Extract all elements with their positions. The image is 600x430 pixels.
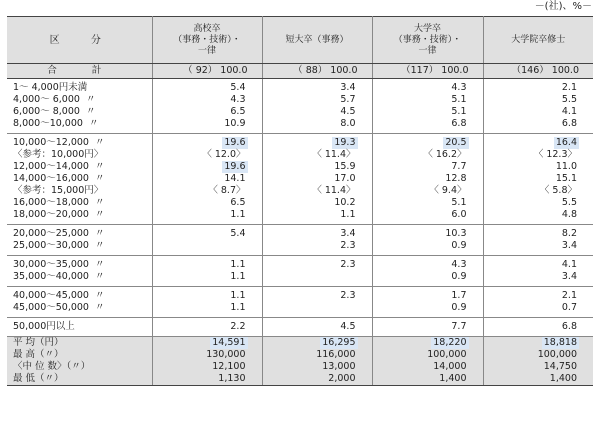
table-header-row bbox=[7, 17, 593, 64]
cell-text: 5.5 bbox=[561, 197, 577, 208]
cell-text: 13,000 bbox=[322, 361, 356, 372]
stat-value bbox=[483, 361, 593, 373]
cell-text: 4.3 bbox=[451, 259, 467, 270]
stat-value bbox=[372, 373, 483, 386]
cell-value bbox=[152, 118, 262, 134]
stat-row bbox=[7, 349, 593, 361]
cell-value bbox=[372, 185, 483, 197]
unit-note: －(社)、%－ bbox=[534, 1, 592, 12]
row-label: 〈参考：15,000円〉 bbox=[7, 185, 152, 197]
cell-value bbox=[372, 209, 483, 225]
cell-value bbox=[262, 197, 372, 209]
cell-text: 4.8 bbox=[561, 209, 577, 220]
cell-value bbox=[262, 271, 372, 287]
stat-value bbox=[483, 349, 593, 361]
cell-value bbox=[152, 271, 262, 287]
cell-text: 3.4 bbox=[340, 82, 356, 93]
cell-text: 3.4 bbox=[561, 240, 577, 251]
total-row bbox=[7, 64, 593, 79]
cell-text: 10.3 bbox=[445, 228, 467, 239]
stat-value bbox=[483, 373, 593, 386]
salary-increase-table bbox=[7, 16, 593, 386]
cell-text: 14,750 bbox=[543, 361, 577, 372]
cell-value bbox=[152, 149, 262, 161]
cell-text: 0.9 bbox=[451, 271, 467, 282]
stat-value bbox=[262, 361, 372, 373]
cell-value bbox=[372, 302, 483, 318]
cell-text: 2.1 bbox=[561, 290, 577, 301]
cell-text: 4.3 bbox=[230, 94, 246, 105]
cell-text: 6.0 bbox=[451, 209, 467, 220]
cell-text: 1,400 bbox=[439, 373, 467, 384]
cell-value bbox=[372, 161, 483, 173]
cell-text: 18,220 bbox=[433, 337, 467, 348]
cell-text: 4.3 bbox=[451, 82, 467, 93]
cell-text: 19.6 bbox=[224, 137, 246, 148]
cell-text: 〈 12.0〉 bbox=[202, 149, 246, 160]
cell-value bbox=[152, 185, 262, 197]
cell-value bbox=[262, 94, 372, 106]
cell-text: 1.7 bbox=[451, 290, 467, 301]
row-label: 50,000円以上 bbox=[7, 318, 152, 337]
cell-value bbox=[483, 118, 593, 134]
cell-value bbox=[262, 302, 372, 318]
cell-value bbox=[483, 94, 593, 106]
cell-value bbox=[262, 287, 372, 303]
cell-text: 〈 16.2〉 bbox=[423, 149, 467, 160]
cell-text: 4.5 bbox=[340, 106, 356, 117]
cell-text: 2.1 bbox=[561, 82, 577, 93]
cell-value bbox=[152, 209, 262, 225]
cell-value bbox=[483, 240, 593, 256]
cell-value bbox=[372, 149, 483, 161]
stat-value bbox=[372, 361, 483, 373]
cell-text: 7.7 bbox=[451, 161, 467, 172]
stat-label: 最 高（〃） bbox=[7, 349, 152, 361]
cell-text: 12,100 bbox=[212, 361, 246, 372]
cell-text: 8.2 bbox=[561, 228, 577, 239]
cell-text: 12.8 bbox=[445, 173, 467, 184]
table-row bbox=[7, 271, 593, 287]
total-value: （ 92） 100.0 bbox=[152, 64, 262, 79]
stat-value bbox=[152, 337, 262, 350]
cell-value bbox=[262, 106, 372, 118]
cell-value bbox=[152, 287, 262, 303]
total-value: （ 88） 100.0 bbox=[262, 64, 372, 79]
cell-text: 3.4 bbox=[340, 228, 356, 239]
cell-text: 18,818 bbox=[543, 337, 577, 348]
cell-value bbox=[372, 256, 483, 272]
cell-value bbox=[483, 149, 593, 161]
cell-text: 1.1 bbox=[230, 302, 246, 313]
cell-value bbox=[152, 79, 262, 95]
cell-value bbox=[372, 318, 483, 337]
cell-text: 1,400 bbox=[549, 373, 577, 384]
cell-value bbox=[152, 106, 262, 118]
stat-value bbox=[483, 337, 593, 350]
stat-value bbox=[262, 337, 372, 350]
row-label: 25,000～30,000 〃 bbox=[7, 240, 152, 256]
cell-value bbox=[483, 134, 593, 150]
cell-value bbox=[262, 185, 372, 197]
cell-text: 6.8 bbox=[561, 118, 577, 129]
cell-value bbox=[152, 318, 262, 337]
cell-value bbox=[483, 225, 593, 241]
cell-text: 4.1 bbox=[561, 106, 577, 117]
stat-value bbox=[152, 373, 262, 386]
cell-text: 6.5 bbox=[230, 197, 246, 208]
cell-text: 20.5 bbox=[445, 137, 467, 148]
stat-value bbox=[262, 373, 372, 386]
cell-text: 11.0 bbox=[555, 161, 577, 172]
cell-text: 2.2 bbox=[230, 321, 246, 332]
row-label: 〈参考：10,000円〉 bbox=[7, 149, 152, 161]
row-label: 14,000～16,000 〃 bbox=[7, 173, 152, 185]
cell-value bbox=[152, 94, 262, 106]
cell-value bbox=[372, 197, 483, 209]
header-junior-college: 短大卒（事務） bbox=[262, 17, 372, 64]
cell-value bbox=[152, 134, 262, 150]
cell-value bbox=[262, 225, 372, 241]
cell-text: 〈 12.3〉 bbox=[533, 149, 577, 160]
cell-text: 〈 11.4〉 bbox=[312, 149, 356, 160]
table-row bbox=[7, 161, 593, 173]
cell-value bbox=[483, 302, 593, 318]
stat-row bbox=[7, 373, 593, 386]
cell-value bbox=[483, 256, 593, 272]
row-label: 8,000～10,000 〃 bbox=[7, 118, 152, 134]
total-value: （146） 100.0 bbox=[483, 64, 593, 79]
cell-text: 5.4 bbox=[230, 228, 246, 239]
table-row bbox=[7, 287, 593, 303]
cell-text: 2.3 bbox=[340, 290, 356, 301]
cell-value bbox=[372, 79, 483, 95]
stat-value bbox=[372, 349, 483, 361]
cell-value bbox=[483, 209, 593, 225]
row-label: 4,000～ 6,000 〃 bbox=[7, 94, 152, 106]
table-row bbox=[7, 197, 593, 209]
table-row bbox=[7, 118, 593, 134]
cell-text: 19.3 bbox=[334, 137, 356, 148]
stat-value bbox=[152, 349, 262, 361]
cell-value bbox=[262, 240, 372, 256]
total-label: 合 計 bbox=[7, 64, 152, 79]
cell-text: 17.0 bbox=[334, 173, 356, 184]
row-label: 35,000～40,000 〃 bbox=[7, 271, 152, 287]
cell-text: 2.3 bbox=[340, 240, 356, 251]
stat-row bbox=[7, 337, 593, 350]
cell-text: 100,000 bbox=[427, 349, 467, 360]
cell-value bbox=[372, 225, 483, 241]
cell-text: 1.1 bbox=[230, 290, 246, 301]
cell-value bbox=[483, 287, 593, 303]
cell-text: 〈 9.4〉 bbox=[429, 185, 467, 196]
row-label: 45,000～50,000 〃 bbox=[7, 302, 152, 318]
cell-text: 0.9 bbox=[451, 302, 467, 313]
cell-value bbox=[483, 185, 593, 197]
cell-text: 19.6 bbox=[224, 161, 246, 172]
cell-value bbox=[483, 173, 593, 185]
cell-value bbox=[483, 197, 593, 209]
cell-value bbox=[152, 161, 262, 173]
row-label: 20,000～25,000 〃 bbox=[7, 225, 152, 241]
table-row bbox=[7, 185, 593, 197]
cell-text: 2.3 bbox=[340, 259, 356, 270]
cell-text: 5.5 bbox=[561, 94, 577, 105]
cell-text: 6.8 bbox=[451, 118, 467, 129]
table-row bbox=[7, 106, 593, 118]
cell-value bbox=[262, 118, 372, 134]
cell-value bbox=[372, 134, 483, 150]
cell-text: 3.4 bbox=[561, 271, 577, 282]
header-university: 大学卒 （事務・技術）・ 一律 bbox=[372, 17, 483, 64]
cell-value bbox=[372, 106, 483, 118]
cell-text: 1.1 bbox=[230, 259, 246, 270]
stat-row bbox=[7, 361, 593, 373]
cell-value bbox=[483, 161, 593, 173]
cell-value bbox=[262, 209, 372, 225]
cell-text: 14,591 bbox=[212, 337, 246, 348]
cell-text: 1.1 bbox=[340, 209, 356, 220]
cell-text: 2,000 bbox=[328, 373, 356, 384]
stat-value bbox=[262, 349, 372, 361]
cell-text: 〈 8.7〉 bbox=[208, 185, 246, 196]
cell-value bbox=[152, 302, 262, 318]
cell-value bbox=[152, 225, 262, 241]
cell-text: 1.1 bbox=[230, 209, 246, 220]
row-label: 40,000～45,000 〃 bbox=[7, 287, 152, 303]
total-value: （117） 100.0 bbox=[372, 64, 483, 79]
stat-label: 平 均（円） bbox=[7, 337, 152, 350]
cell-text: 5.4 bbox=[230, 82, 246, 93]
cell-text: 8.0 bbox=[340, 118, 356, 129]
table-row bbox=[7, 79, 593, 95]
cell-value bbox=[372, 94, 483, 106]
cell-value bbox=[152, 240, 262, 256]
table-row bbox=[7, 318, 593, 337]
cell-value bbox=[262, 256, 372, 272]
row-label: 10,000～12,000 〃 bbox=[7, 134, 152, 150]
cell-value bbox=[262, 161, 372, 173]
cell-text: 4.5 bbox=[340, 321, 356, 332]
cell-value bbox=[483, 106, 593, 118]
cell-text: 14.1 bbox=[224, 173, 246, 184]
cell-value bbox=[483, 318, 593, 337]
cell-text: 7.7 bbox=[451, 321, 467, 332]
cell-value bbox=[372, 118, 483, 134]
cell-value bbox=[483, 79, 593, 95]
table-row bbox=[7, 240, 593, 256]
cell-text: 15.1 bbox=[555, 173, 577, 184]
cell-text: 14,000 bbox=[433, 361, 467, 372]
cell-text: 6.8 bbox=[561, 321, 577, 332]
cell-value bbox=[262, 173, 372, 185]
cell-text: 4.1 bbox=[561, 259, 577, 270]
cell-text: 5.1 bbox=[451, 106, 467, 117]
cell-value bbox=[262, 318, 372, 337]
cell-text: 16,295 bbox=[322, 337, 356, 348]
cell-text: 130,000 bbox=[206, 349, 246, 360]
cell-text: 10.2 bbox=[334, 197, 356, 208]
cell-value bbox=[152, 197, 262, 209]
header-highschool: 高校卒 （事務・技術）・ 一律 bbox=[152, 17, 262, 64]
stat-label: 〈中 位 数〉（〃） bbox=[7, 361, 152, 373]
table-row bbox=[7, 173, 593, 185]
cell-text: 1,130 bbox=[218, 373, 246, 384]
table-row bbox=[7, 94, 593, 106]
cell-value bbox=[262, 149, 372, 161]
row-label: 30,000～35,000 〃 bbox=[7, 256, 152, 272]
row-label: 6,000～ 8,000 〃 bbox=[7, 106, 152, 118]
cell-value bbox=[262, 134, 372, 150]
cell-value bbox=[372, 173, 483, 185]
cell-value bbox=[372, 287, 483, 303]
stat-value bbox=[372, 337, 483, 350]
row-label: 12,000～14,000 〃 bbox=[7, 161, 152, 173]
row-label: 18,000～20,000 〃 bbox=[7, 209, 152, 225]
cell-text: 5.1 bbox=[451, 197, 467, 208]
cell-text: 〈 11.4〉 bbox=[312, 185, 356, 196]
row-label: 16,000～18,000 〃 bbox=[7, 197, 152, 209]
cell-text: 1.1 bbox=[230, 271, 246, 282]
cell-text: 0.9 bbox=[451, 240, 467, 251]
cell-text: 10.9 bbox=[224, 118, 246, 129]
table-row bbox=[7, 225, 593, 241]
header-category: 区 分 bbox=[7, 17, 152, 64]
cell-text: 6.5 bbox=[230, 106, 246, 117]
cell-value bbox=[152, 173, 262, 185]
cell-text: 100,000 bbox=[537, 349, 577, 360]
table-row bbox=[7, 149, 593, 161]
cell-text: 15.9 bbox=[334, 161, 356, 172]
table-row bbox=[7, 302, 593, 318]
table-row bbox=[7, 256, 593, 272]
cell-value bbox=[152, 256, 262, 272]
stat-label: 最 低（〃） bbox=[7, 373, 152, 386]
table-row bbox=[7, 134, 593, 150]
cell-text: 〈 5.8〉 bbox=[539, 185, 577, 196]
header-graduate: 大学院卒修士 bbox=[483, 17, 593, 64]
stat-value bbox=[152, 361, 262, 373]
cell-value bbox=[262, 79, 372, 95]
cell-text: 16.4 bbox=[555, 137, 577, 148]
cell-text: 116,000 bbox=[316, 349, 356, 360]
cell-text: 5.1 bbox=[451, 94, 467, 105]
cell-value bbox=[372, 240, 483, 256]
row-label: 1～ 4,000円未満 bbox=[7, 79, 152, 95]
cell-text: 0.7 bbox=[561, 302, 577, 313]
cell-text: 5.7 bbox=[340, 94, 356, 105]
cell-value bbox=[483, 271, 593, 287]
cell-value bbox=[372, 271, 483, 287]
table-row bbox=[7, 209, 593, 225]
